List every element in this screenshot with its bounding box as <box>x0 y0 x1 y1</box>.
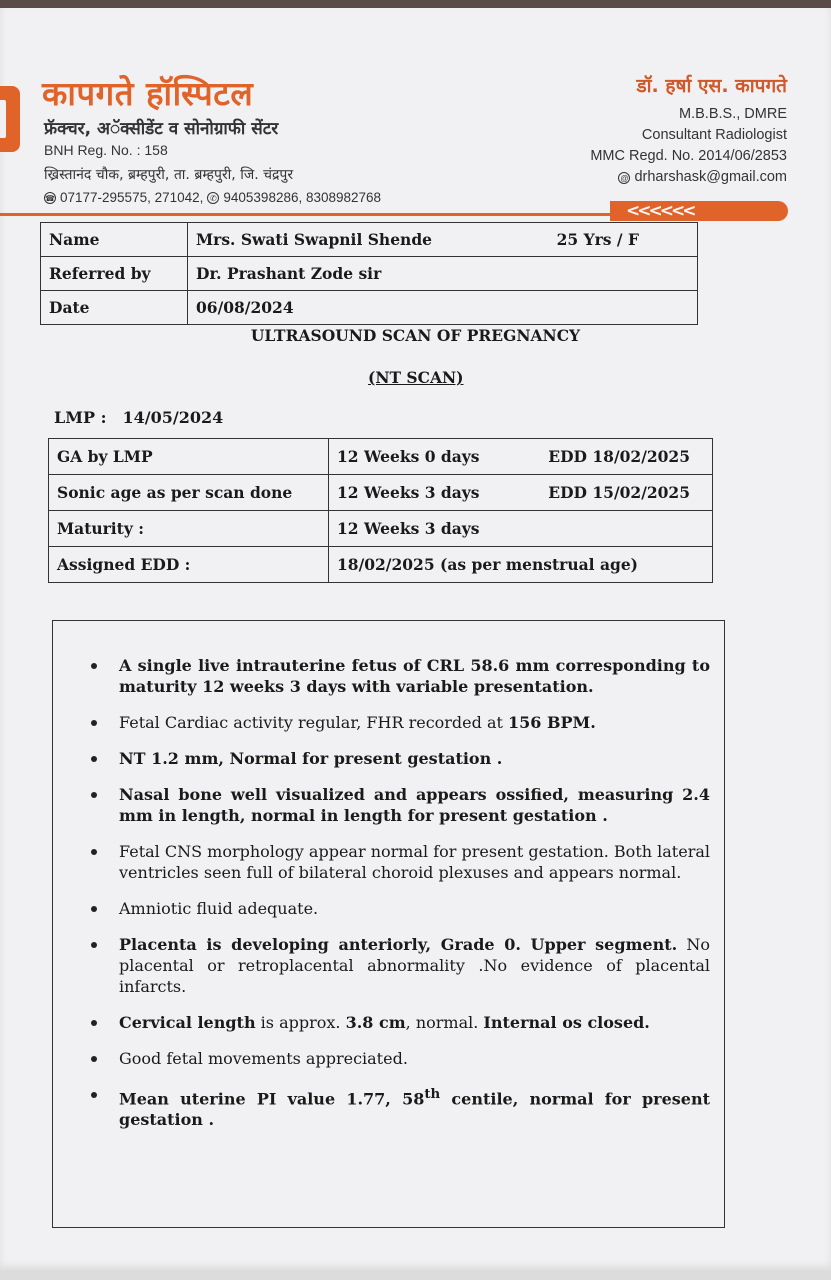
doctor-title: Consultant Radiologist <box>641 127 787 143</box>
patient-age-sex: 25 Yrs / F <box>556 230 639 249</box>
lmp-label: LMP : <box>54 408 107 427</box>
table-row <box>41 223 698 257</box>
table-row <box>49 475 713 511</box>
finding-text: Fetal Cardiac activity regular, FHR recorded at <box>119 713 509 732</box>
name-cell <box>188 223 698 257</box>
list-item <box>91 1012 710 1033</box>
mobile-numbers: 9405398286, 8308982768 <box>223 190 382 205</box>
list-item: NT 1.2 mm, Normal for present gestation . <box>91 748 710 769</box>
findings-list <box>53 621 724 1130</box>
doctor-info <box>590 72 787 188</box>
mobile-icon: ✆ <box>207 192 219 204</box>
patient-name: Mrs. Swati Swapnil Shende <box>196 230 433 249</box>
lmp-value: 14/05/2024 <box>122 408 224 427</box>
gestation-value-cell <box>329 475 713 511</box>
table-row <box>49 547 713 583</box>
hospital-subtitle: फ्रॅक्चर, अॅक्सीडेंट व सोनोग्राफी सेंटर <box>44 119 279 139</box>
list-item <box>91 712 710 733</box>
finding-text: is approx. <box>255 1013 346 1032</box>
gestation-value: 12 Weeks 3 days <box>329 511 713 547</box>
gestation-edd: EDD 15/02/2025 <box>548 483 690 502</box>
gestation-label: Assigned EDD : <box>49 547 329 583</box>
hospital-address: ख्रिस्तानंद चौक, ब्रम्हपुरी, ता. ब्रम्हपुरी, जि. चंद्रपुर <box>44 167 294 183</box>
finding-bold: 3.8 cm <box>345 1013 406 1032</box>
referred-by: Dr. Prashant Zode sir <box>188 257 698 291</box>
table-row <box>49 511 713 547</box>
finding-bold: Placenta is developing anteriorly, Grade 0. Upper segment. <box>119 935 678 954</box>
table-row <box>49 439 713 475</box>
gestation-value-cell <box>329 439 713 475</box>
name-label: Name <box>41 223 188 257</box>
email-icon: @ <box>620 173 629 183</box>
chevron-decoration-icon: <<<<<< <box>610 201 788 221</box>
page-edge-band <box>0 0 831 8</box>
gestation-value: 12 Weeks 3 days <box>337 483 480 502</box>
gestation-table <box>48 438 713 583</box>
doctor-email-row <box>590 167 787 188</box>
gestation-label: Sonic age as per scan done <box>49 475 329 511</box>
gestation-value: 18/02/2025 (as per menstrual age) <box>329 547 713 583</box>
patient-table <box>40 222 698 325</box>
finding-bold: Internal os closed. <box>483 1013 650 1032</box>
list-item: A single live intrauterine fetus of CRL 58.6 mm corresponding to maturity 12 weeks 3 days with variable presentation. <box>91 655 710 697</box>
finding-bold: Mean uterine PI value 1.77, 58 <box>119 1089 425 1109</box>
doctor-email: drharshask@gmail.com <box>634 169 787 185</box>
hospital-phones <box>44 190 381 205</box>
header-divider <box>0 213 631 216</box>
report-paper <box>0 8 831 1270</box>
list-item: Fetal CNS morphology appear normal for present gestation. Both lateral ventricles seen full of bilateral choroid plexuses and appears normal. <box>91 841 710 883</box>
finding-text: No placental or retroplacental abnormality .No evidence of placental infarcts. <box>119 935 711 996</box>
date-label: Date <box>41 291 188 325</box>
finding-superscript: th <box>424 1086 441 1102</box>
doctor-registration: MMC Regd. No. 2014/06/2853 <box>590 148 787 164</box>
list-item: Good fetal movements appreciated. <box>91 1048 710 1069</box>
finding-bold: Cervical length <box>119 1013 256 1032</box>
report-date: 06/08/2024 <box>188 291 698 325</box>
finding-bold: 156 BPM. <box>508 713 596 732</box>
finding-text: , normal. <box>405 1013 484 1032</box>
table-row <box>41 291 698 325</box>
report-subtitle: (NT SCAN) <box>368 368 464 387</box>
landline-numbers: 07177-295575, 271042, <box>60 190 204 205</box>
lmp-line <box>54 408 223 427</box>
list-item <box>91 934 710 997</box>
finding-bold: centile, normal for present gestation . <box>119 1089 710 1130</box>
doctor-name: डॉ. हर्षा एस. कापगते <box>636 75 787 97</box>
referred-label: Referred by <box>41 257 188 291</box>
list-item: Amniotic fluid adequate. <box>91 898 710 919</box>
phone-icon: ☎ <box>45 193 55 203</box>
doctor-degree: M.B.B.S., DMRE <box>679 106 787 122</box>
gestation-edd: EDD 18/02/2025 <box>548 447 690 466</box>
hospital-registration: BNH Reg. No. : 158 <box>44 142 168 158</box>
gestation-value: 12 Weeks 0 days <box>337 447 480 466</box>
table-row <box>41 257 698 291</box>
gestation-label: Maturity : <box>49 511 329 547</box>
findings-box <box>52 620 725 1228</box>
hospital-logo-icon <box>0 86 20 152</box>
gestation-label: GA by LMP <box>49 439 329 475</box>
report-title: ULTRASOUND SCAN OF PREGNANCY <box>250 326 581 345</box>
list-item: Nasal bone well visualized and appears ossified, measuring 2.4 mm in length, normal in length for present gestation . <box>91 784 710 826</box>
list-item <box>91 1084 710 1130</box>
hospital-name: कापगते हॉस्पिटल <box>42 74 254 113</box>
